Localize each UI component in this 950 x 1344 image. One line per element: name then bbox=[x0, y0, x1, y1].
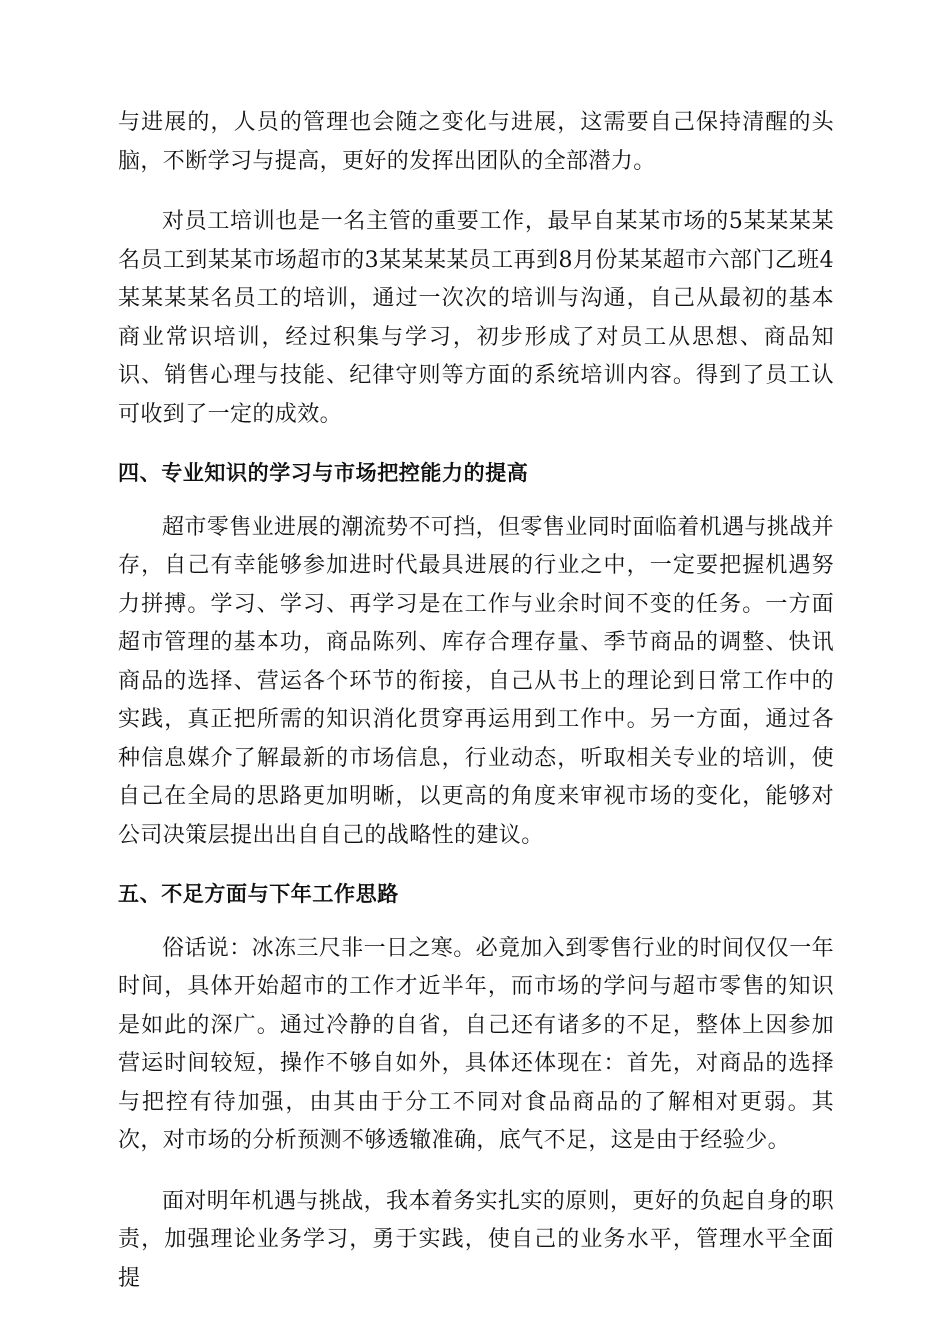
section-heading-four: 四、专业知识的学习与市场把控能力的提高 bbox=[118, 461, 529, 485]
paragraph-staff-training: 对员工培训也是一名主管的重要工作，最早自某某市场的5某某某某名员工到某某市场超市的3某某某某员工再到8月份某某超市六部门乙班4某某某某名员工的培训，通过一次次的培训与沟通，自己从最初的基本商业常识培训，经过积集与学习，初步形成了对员工从思想、商品知识、销售心理与技能、纪律守则等方面的系统培训内容。得到了员工认可收到了一定的成效。 bbox=[118, 209, 834, 427]
section-heading-five: 五、不足方面与下年工作思路 bbox=[118, 882, 399, 906]
paragraph-shortcomings: 俗话说：冰冻三尺非一日之寒。必竟加入到零售行业的时间仅仅一年时间，具体开始超市的工作才近半年，而市场的学问与超市零售的知识是如此的深广。通过冷静的自省，自己还有诸多的不足，整体上因参加营运时间较短，操作不够自如外，具体还体现在：首先，对商品的选择与把控有待加强，由其由于分工不同对食品商品的了解相对更弱。其次，对市场的分析预测不够透辙准确，底气不足，这是由于经验少。 bbox=[118, 935, 835, 1153]
paragraph-continuation: 与进展的，人员的管理也会随之变化与进展，这需要自己保持清醒的头脑，不断学习与提高，更好的发挥出团队的全部潜力。 bbox=[118, 110, 834, 174]
paragraph-next-year-plan: 面对明年机遇与挑战，我本着务实扎实的原则，更好的负起自身的职责，加强理论业务学习，勇于实践，使自己的业务水平，管理水平全面提 bbox=[118, 1188, 835, 1291]
paragraph-professional-knowledge: 超市零售业进展的潮流势不可挡，但零售业同时面临着机遇与挑战并存，自己有幸能够参加进时代最具进展的行业之中，一定要把握机遇努力拼搏。学习、学习、再学习是在工作与业余时间不变的任务。一方面超市管理的基本功，商品陈列、库存合理存量、季节商品的调整、快讯商品的选择、营运各个环节的衔接，自己从书上的理论到日常工作中的实践，真正把所需的知识消化贯穿再运用到工作中。另一方面，通过各种信息媒介了解最新的市场信息，行业动态，听取相关专业的培训，使自己在全局的思路更加明晰，以更高的角度来审视市场的变化，能够对公司决策层提出出自自己的战略性的建议。 bbox=[118, 514, 835, 848]
document-page bbox=[118, 104, 834, 1298]
